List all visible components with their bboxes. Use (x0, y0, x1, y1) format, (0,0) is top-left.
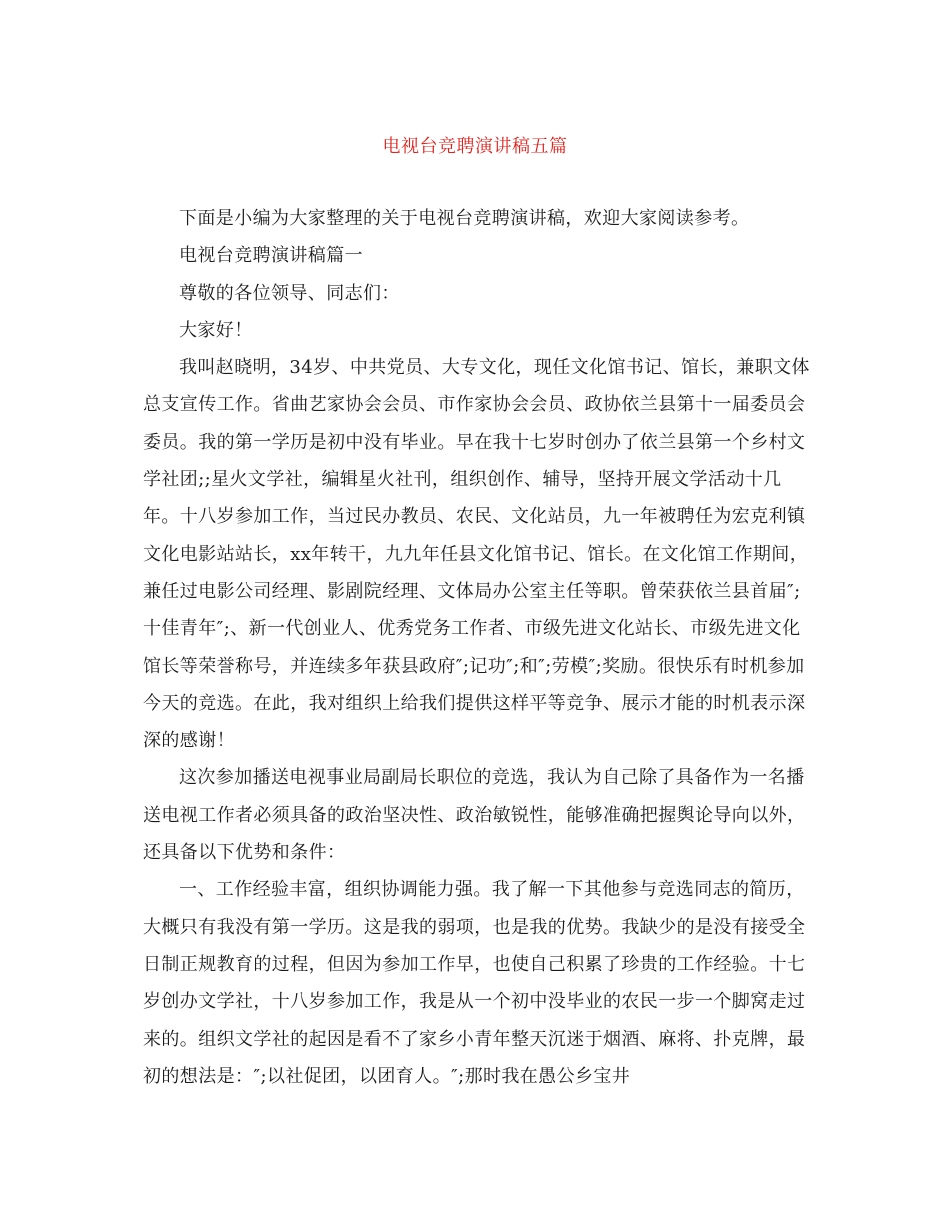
salutation-paragraph: 尊敬的各位领导、同志们： (179, 282, 400, 304)
self-introduction-paragraph: 我叫赵晓明，34岁、中共党员、大专文化，现任文化馆书记、馆长，兼职文体总支宣传工作。省曲艺家协会会员、市作家协会会员、政协依兰县第十一届委员会委员。我的第一学历是初中没有毕业。早在我十七岁时创办了依兰县第一个乡村文学社团;;星火文学社，编辑星火社刊，组织创作、辅导，坚持开展文学活动十几年。十八岁参加工作，当过民办教员、农民、文化站员，九一年被聘任为宏克利镇文化电影站站长，xx年转干，九九年任县文化馆书记、馆长。在文化馆工作期间，兼任过电影公司经理、影剧院经理、文体局办公室主任等职。曾荣获依兰县首届″;十佳青年″;、新一代创业人、优秀党务工作者、市级先进文化站长、市级先进文化馆长等荣誉称号，并连续多年获县政府″;记功″;和″;劳模″;奖励。很快乐有时机参加今天的竞选。在此，我对组织上给我们提供这样平等竞争、展示才能的时机表示深深的感谢！ (143, 357, 810, 752)
document-body (143, 200, 811, 1095)
intro-paragraph: 下面是小编为大家整理的关于电视台竞聘演讲稿，欢迎大家阅读参考。 (179, 208, 750, 229)
experience-paragraph: 一、工作经验丰富，组织协调能力强。我了解一下其他参与竞选同志的简历，大概只有我没有第一学历。这是我的弱项，也是我的优势。我缺少的是没有接受全日制正规教育的过程，但因为参加工作早，也使自己积累了珍贵的工作经验。十七岁创办文学社，十八岁参加工作，我是从一个初中没毕业的农民一步一个脚窝走过来的。组织文学社的起因是看不了家乡小青年整天沉迷于烟酒、麻将、扑克牌，最初的想法是：″;以社促团，以团育人。″;那时我在愚公乡宝井 (143, 879, 806, 1087)
section-heading: 电视台竞聘演讲稿篇一 (179, 245, 363, 267)
document-title: 电视台竞聘演讲稿五篇 (382, 136, 568, 157)
candidacy-paragraph: 这次参加播送电视事业局副局长职位的竞选，我认为自己除了具备作为一名播送电视工作者必须具备的政治坚决性、政治敏锐性，能够准确把握舆论导向以外，还具备以下优势和条件： (143, 767, 806, 864)
greeting-paragraph: 大家好！ (179, 319, 253, 341)
